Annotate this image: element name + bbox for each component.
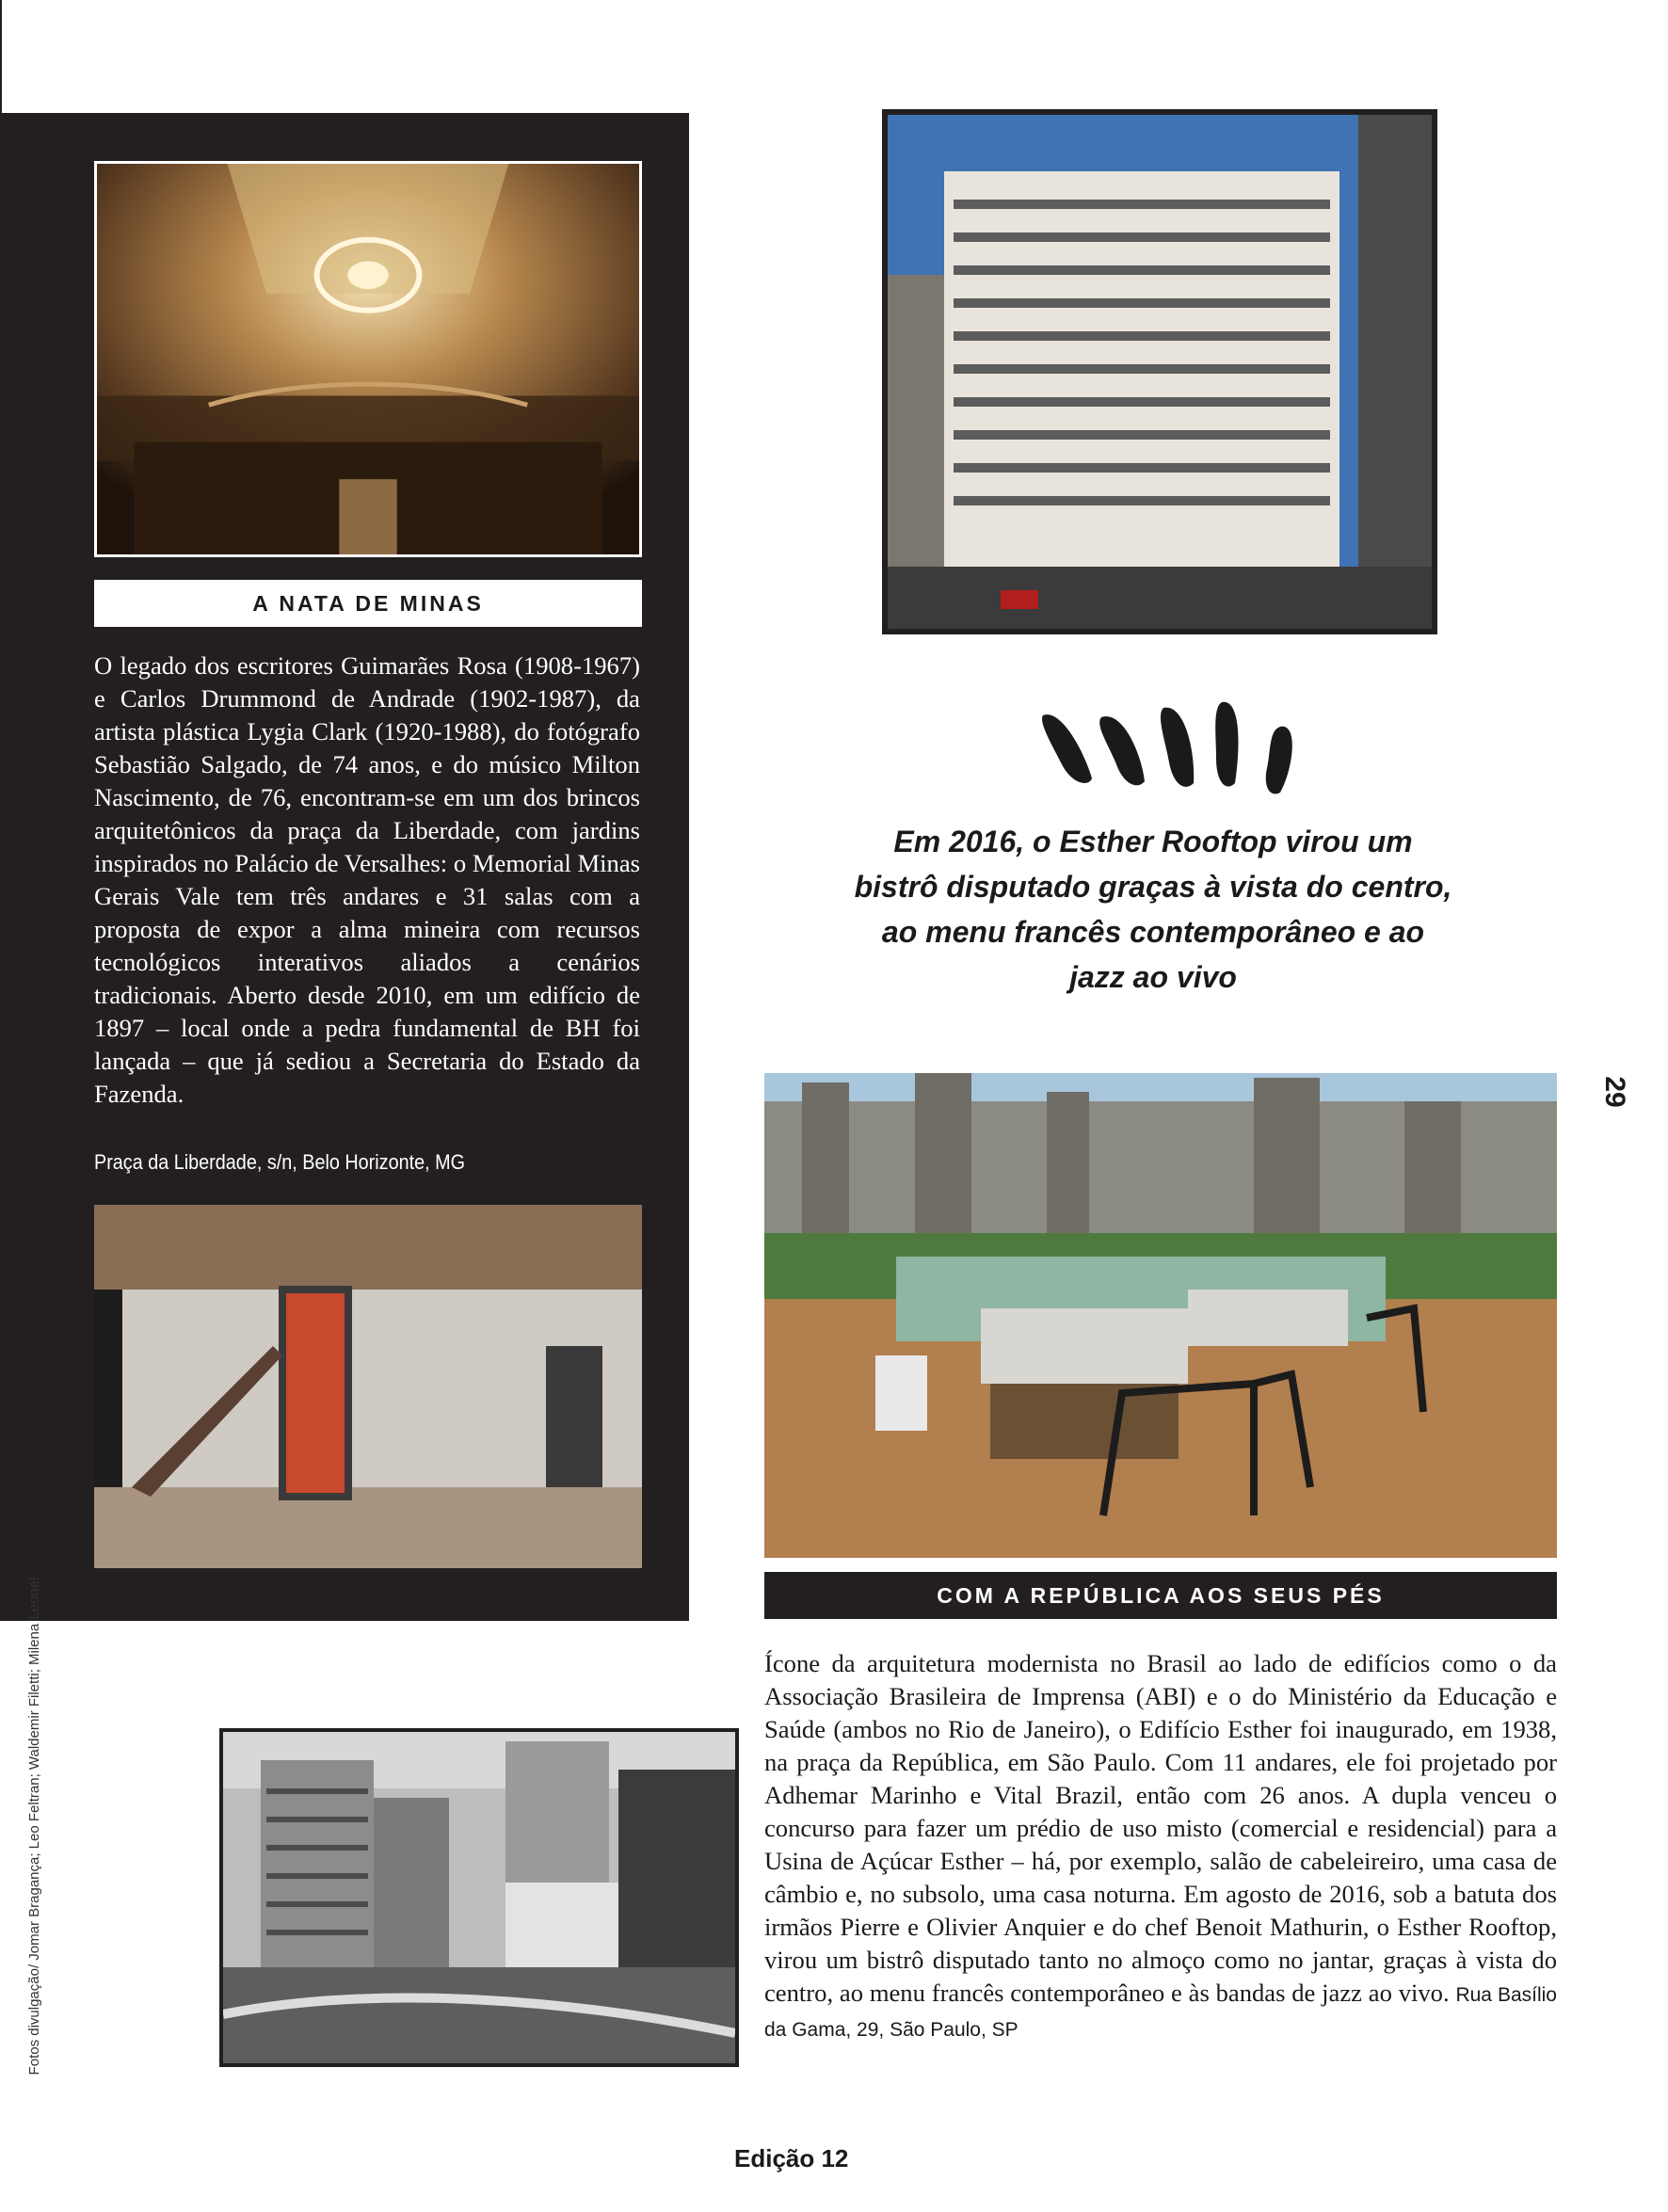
edition-footer: Edição 12 [734, 2144, 849, 2172]
photo-historic-edificio-esther [219, 1728, 739, 2067]
page-number: 29 [1599, 1076, 1630, 1108]
photo-memorial-staircase [94, 1205, 642, 1568]
photo-edificio-esther [882, 109, 1437, 634]
brush-strokes-icon [1034, 698, 1316, 802]
caption-a-nata-de-minas: A NATA DE MINAS [94, 580, 642, 627]
caption-com-a-republica: COM A REPÚBLICA AOS SEUS PÉS [764, 1572, 1557, 1619]
memorial-article-text: O legado dos escritores Guimarães Rosa (1908-1967) e Carlos Drummond de Andrade (1902-1987), da artista plástica Lygia Clark (1920-1988), do fotógrafo Sebastião Salgado, de 74 anos, e do músico Milton Nascimento, de 76, encontram-se em um dos brincos arquitetônicos da praça da Liberdade, com jardins inspirados no Palácio de Versalhes: o Memorial Minas Gerais Vale tem três andares e 31 salas com a proposta de expor a alma mineira com recursos tecnológicos interativos aliados a cenários tradicionais. Aberto desde 2010, em um edifício de 1897 – local onde a pedra fundamental de BH foi lançada – que já sediou a Secretaria do Estado da Fazenda. [94, 651, 640, 1108]
pull-quote: Em 2016, o Esther Rooftop virou um bistrô disputado graças à vista do centro, ao menu francês contemporâneo e ao jazz ao vivo [854, 825, 1452, 994]
photo-memorial-interior [94, 161, 642, 557]
esther-article-body: Ícone da arquitetura modernista no Brasil ao lado de edifícios como o da Associação Brasileira de Imprensa (ABI) e o do Ministério da Educação e Saúde (ambos no Rio de Janeiro), o Edifício Esther foi inaugurado, em 1938, na praça da República, em São Paulo. Com 11 andares, ele foi projetado por Adhemar Marinho e Vital Brazil, então com 26 anos. A dupla venceu o concurso para fazer um prédio de uso misto (comercial e residencial) para a Usina de Açúcar Esther – há, por exemplo, salão de cabeleireiro, uma casa de câmbio e, no subsolo, uma casa noturna. Em agosto de 2016, sob a batuta dos irmãos Pierre e Olivier Anquier e do chef Benoit Mathurin, o Esther Rooftop, virou um bistrô disputado tanto no almoço como no jantar, graças à vista do centro, ao menu francês contemporâneo e às bandas de jazz ao vivo. [764, 1649, 1557, 2007]
photo-credits: Fotos divulgação/ Jomar Bragança; Leo Feltran; Waldemir Filetti; Milena Leonel [26, 1577, 42, 2076]
memorial-address: Praça da Liberdade, s/n, Belo Horizonte, MG [94, 1150, 466, 1174]
page-edge-rule [0, 0, 2, 113]
esther-address: Rua Basílio da Gama, 29, São Paulo, SP [764, 1984, 1557, 2041]
photo-esther-rooftop [764, 1073, 1557, 1558]
esther-article-text [764, 1647, 1557, 2046]
